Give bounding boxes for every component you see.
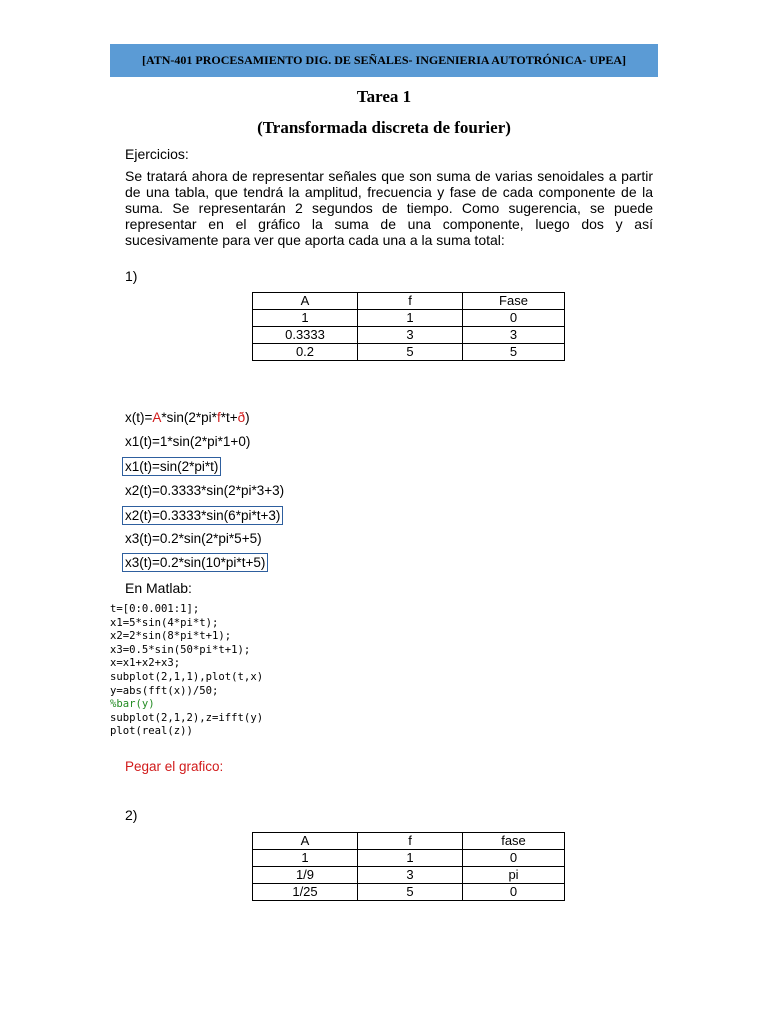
table-cell: 1	[358, 310, 463, 327]
exercise-1-label: 1)	[125, 268, 138, 284]
table-cell: 1/9	[253, 867, 358, 884]
code-line: subplot(2,1,1),plot(t,x)	[110, 670, 264, 683]
code-line: plot(real(z))	[110, 725, 193, 738]
matlab-code-block	[110, 603, 263, 739]
formula-amplitude: A	[152, 410, 162, 425]
equation-x3-expanded: x3(t)=0.2*sin(2*pi*5+5)	[125, 531, 262, 546]
equation-x2-expanded: x2(t)=0.3333*sin(2*pi*3+3)	[125, 483, 285, 498]
table-header-row	[253, 833, 565, 850]
general-formula	[125, 410, 250, 425]
code-line: t=[0:0.001:1];	[110, 603, 200, 615]
table-cell: 1	[358, 850, 463, 867]
paste-graph-note: Pegar el grafico:	[125, 759, 224, 774]
document-title: Tarea 1	[356, 87, 412, 106]
table-header-cell: A	[253, 293, 358, 310]
code-line: subplot(2,1,2),z=ifft(y)	[110, 711, 264, 724]
equation-x2-simplified: x2(t)=0.3333*sin(6*pi*t+3)	[122, 506, 283, 525]
table-row	[253, 310, 565, 327]
code-comment-line: %bar(y)	[110, 698, 155, 711]
table-cell: 0.3333	[253, 327, 358, 344]
code-line: x1=5*sin(4*pi*t);	[110, 616, 219, 629]
table-row	[253, 327, 565, 344]
table-header-cell: f	[358, 293, 463, 310]
exercise-2-table	[252, 832, 565, 901]
banner-text: [ATN-401 PROCESAMIENTO DIG. DE SEÑALES- INGENIERIA AUTOTRÓNICA- UPEA]	[141, 53, 627, 67]
table-cell: 0	[463, 884, 565, 901]
intro-paragraph: Se tratará ahora de representar señales que son suma de varias senoidales a partir de una tabla, que tendrá la amplitud, frecuencia y fase de cada componente de la suma. Se representarán 2 segundos de tiempo. Como sugerencia, se puede representar en el gráfico la suma de una componente, luego dos y así sucesivamente para ver que aporta cada una a la suma total:	[125, 168, 653, 248]
table-cell: 3	[358, 327, 463, 344]
code-line: x3=0.5*sin(50*pi*t+1);	[110, 643, 251, 656]
equation-x1-expanded: x1(t)=1*sin(2*pi*1+0)	[125, 434, 251, 449]
table-header-row	[253, 293, 565, 310]
formula-phase: ð	[237, 410, 246, 425]
exercise-2-label: 2)	[125, 807, 138, 823]
exercises-heading: Ejercicios:	[125, 146, 189, 162]
table-cell: 1	[253, 310, 358, 327]
matlab-label: En Matlab:	[125, 580, 192, 596]
table-cell: 3	[463, 327, 565, 344]
formula-suffix: )	[245, 410, 250, 425]
formula-prefix: x(t)=	[125, 410, 153, 425]
table-row	[253, 344, 565, 361]
table-cell: 5	[358, 344, 463, 361]
course-banner	[110, 44, 658, 77]
equation-x3-simplified: x3(t)=0.2*sin(10*pi*t+5)	[122, 553, 268, 572]
code-line: x=x1+x2+x3;	[110, 657, 181, 670]
table-header-cell: f	[358, 833, 463, 850]
formula-frequency: f	[216, 410, 221, 425]
table-header-cell: A	[253, 833, 358, 850]
document-subtitle: (Transformada discreta de fourier)	[257, 118, 511, 137]
table-cell: 1/25	[253, 884, 358, 901]
table-row	[253, 850, 565, 867]
table-cell: 0.2	[253, 344, 358, 361]
table-cell: 0	[463, 310, 565, 327]
table-row	[253, 884, 565, 901]
equation-x1-simplified: x1(t)=sin(2*pi*t)	[122, 457, 221, 476]
table-cell: 0	[463, 850, 565, 867]
formula-mid-2: *t+	[220, 410, 238, 425]
table-header-cell: fase	[463, 833, 565, 850]
formula-mid-1: *sin(2*pi*	[161, 410, 217, 425]
table-cell: 5	[358, 884, 463, 901]
table-cell: 1	[253, 850, 358, 867]
exercise-1-table	[252, 292, 565, 361]
table-header-cell: Fase	[463, 293, 565, 310]
table-cell: 3	[358, 867, 463, 884]
table-row	[253, 867, 565, 884]
code-line: y=abs(fft(x))/50;	[110, 684, 219, 697]
code-line: x2=2*sin(8*pi*t+1);	[110, 630, 232, 643]
table-cell: pi	[463, 867, 565, 884]
table-cell: 5	[463, 344, 565, 361]
